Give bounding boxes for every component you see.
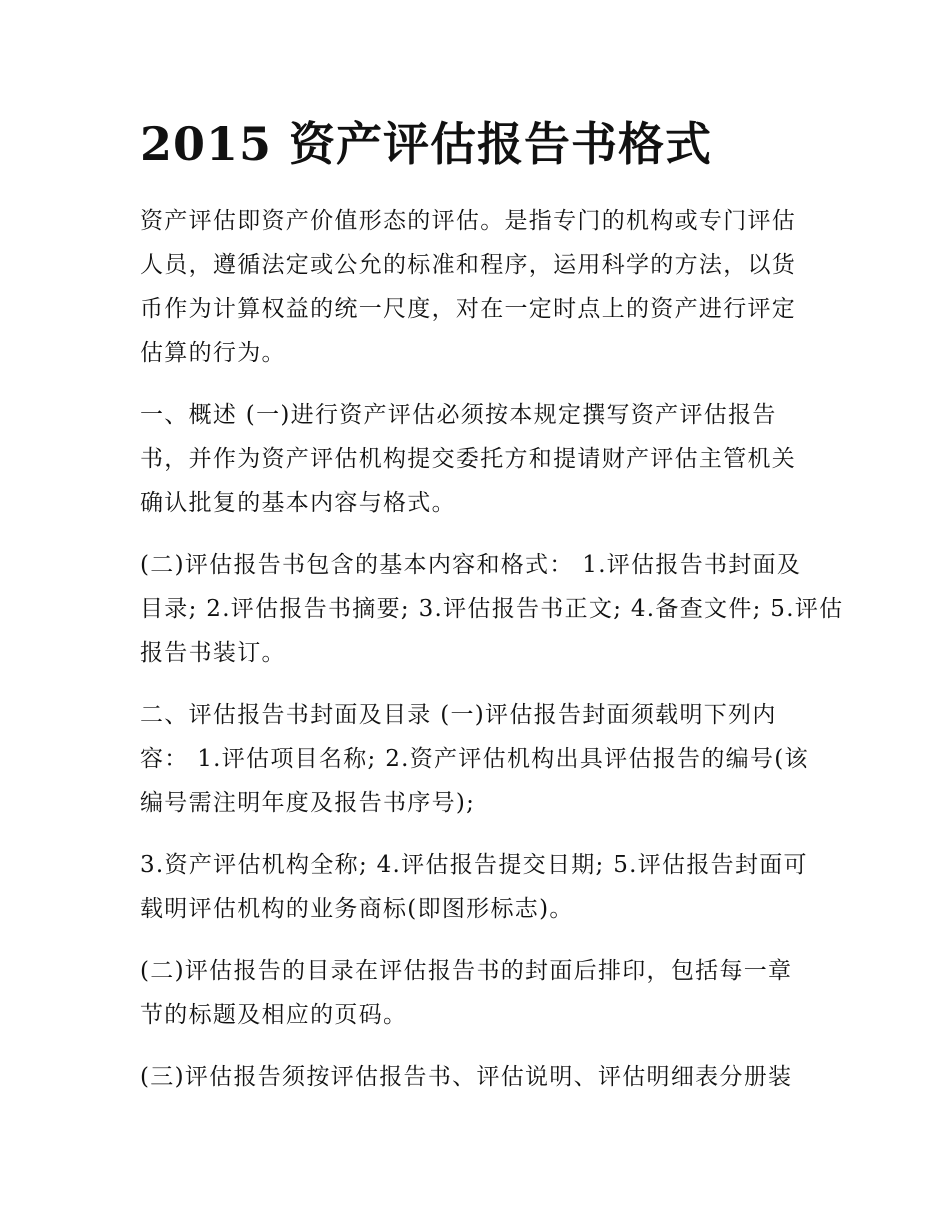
text-line: 载明评估机构的业务商标(即图形标志)。 (140, 896, 574, 922)
text-line: (二)评估报告的目录在评估报告书的封面后排印，包括每一章 (140, 958, 793, 984)
text-line: (三)评估报告须按评估报告书、评估说明、评估明细表分册装 (140, 1064, 793, 1090)
text-line: 资产评估即资产价值形态的评估。是指专门的机构或专门评估 (140, 208, 797, 234)
paragraph-cover-toc (140, 693, 820, 825)
paragraph-contents-format (140, 543, 844, 675)
text-line: 确认批复的基本内容与格式。 (140, 490, 456, 516)
text-line: 币作为计算权益的统一尺度，对在一定时点上的资产进行评定 (140, 296, 797, 322)
text-line: 报告书装订。 (140, 640, 286, 666)
text-line: 一、概述 (一)进行资产评估必须按本规定撰写资产评估报告 (140, 402, 777, 428)
paragraph-overview (140, 393, 820, 525)
paragraph-binding (140, 1055, 820, 1099)
text-line: 书，并作为资产评估机构提交委托方和提请财产评估主管机关 (140, 446, 797, 472)
text-line: (二)评估报告书包含的基本内容和格式： 1.评估报告书封面及 (140, 552, 802, 578)
text-line: 容： 1.评估项目名称; 2.资产评估机构出具评估报告的编号(该 (140, 746, 809, 772)
text-line: 人员，遵循法定或公允的标准和程序，运用科学的方法，以货 (140, 252, 797, 278)
text-line: 3.资产评估机构全称; 4.评估报告提交日期; 5.评估报告封面可 (140, 852, 808, 878)
text-line: 估算的行为。 (140, 340, 286, 366)
text-line: 二、评估报告书封面及目录 (一)评估报告封面须载明下列内 (140, 702, 777, 728)
text-line: 节的标题及相应的页码。 (140, 1002, 408, 1028)
document-body (140, 199, 844, 1099)
document-title: 2015 资产评估报告书格式 (140, 117, 713, 171)
text-line: 编号需注明年度及报告书序号); (140, 790, 476, 816)
paragraph-intro (140, 199, 820, 375)
paragraph-cover-items (140, 843, 820, 931)
paragraph-toc (140, 949, 820, 1037)
text-line: 目录; 2.评估报告书摘要; 3.评估报告书正文; 4.备查文件; 5.评估 (140, 596, 844, 622)
